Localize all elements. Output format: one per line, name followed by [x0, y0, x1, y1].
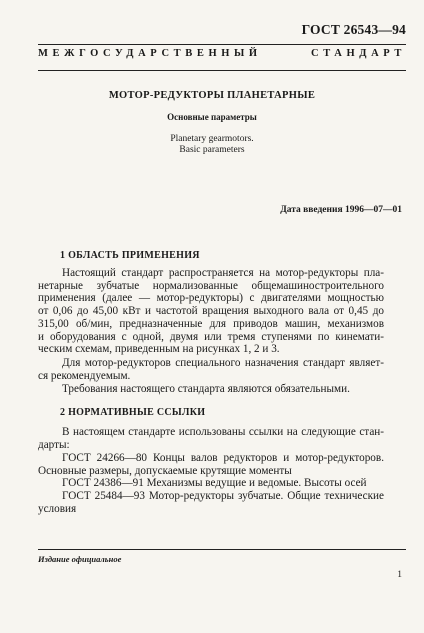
gost-number: ГОСТ 26543—94	[301, 22, 406, 37]
reference-line: условия	[38, 502, 77, 515]
text-line: Настоящий стандарт распространяется на мотор-редукторы пла-	[62, 267, 384, 279]
document-subtitle: Основные параметры	[167, 112, 257, 122]
text-line: ческим схемам, приведенным на рисунках 1, 2 и 3.	[38, 343, 280, 356]
text-line: и оборудования с одной, двумя или тремя ступенями по кинемати-	[38, 330, 384, 343]
text-line: ся рекомендуемым.	[38, 369, 131, 382]
reference-line: ГОСТ 25484—93 Мотор-редукторы зубчатые. Общие технические	[62, 490, 384, 503]
document-title: МОТОР-РЕДУКТОРЫ ПЛАНЕТАРНЫЕ	[108, 90, 316, 101]
bottom-rule	[38, 549, 406, 550]
references-list	[38, 452, 384, 516]
english-title-line: Basic parameters	[179, 145, 245, 155]
official-edition-note: Издание официальное	[38, 554, 122, 564]
english-title	[0, 134, 424, 156]
text-line: применения (далее — мотор-редукторы) с двигателями мощностью	[38, 292, 384, 305]
section-heading: 2 НОРМАТИВНЫЕ ССЫЛКИ	[60, 407, 206, 418]
text-line: Для мотор-редукторов специального назначения стандарт являет-	[62, 357, 384, 369]
banner-rule	[38, 70, 406, 71]
introduction-date: Дата введения 1996—07—01	[280, 205, 402, 215]
paragraph	[38, 426, 384, 451]
text-line: дарты:	[38, 438, 70, 451]
standard-banner	[38, 48, 406, 59]
paragraph	[38, 267, 384, 356]
english-title-line: Planetary gearmotors.	[170, 134, 254, 144]
page-number: 1	[397, 570, 402, 580]
text-line: В настоящем стандарте использованы ссылки на следующие стан-	[62, 426, 384, 438]
paragraph	[38, 357, 384, 382]
paragraph	[38, 383, 384, 396]
text-line: нетарные зубчатые нормализованные общемашиностроительного	[38, 279, 384, 292]
text-line: от 0,06 до 45,00 кВт и частотой вращения выходного вала от 0,45 до	[38, 305, 384, 318]
text-line: Требования настоящего стандарта являются обязательными.	[62, 383, 350, 395]
top-rule	[38, 44, 406, 45]
text-line: 315,00 об/мин, предназначенные для приводов машин, механизмов	[38, 317, 384, 330]
section-heading: 1 ОБЛАСТЬ ПРИМЕНЕНИЯ	[60, 250, 200, 261]
banner-right: СТАНДАРТ	[311, 48, 406, 59]
reference-line: ГОСТ 24386—91 Механизмы ведущие и ведомые. Высоты осей	[62, 477, 367, 490]
reference-line: ГОСТ 24266—80 Концы валов редукторов и мотор-редукторов.	[62, 452, 384, 464]
reference-line: Основные размеры, допускаемые крутящие моменты	[38, 464, 292, 477]
banner-left: МЕЖГОСУДАРСТВЕННЫЙ	[38, 48, 262, 59]
